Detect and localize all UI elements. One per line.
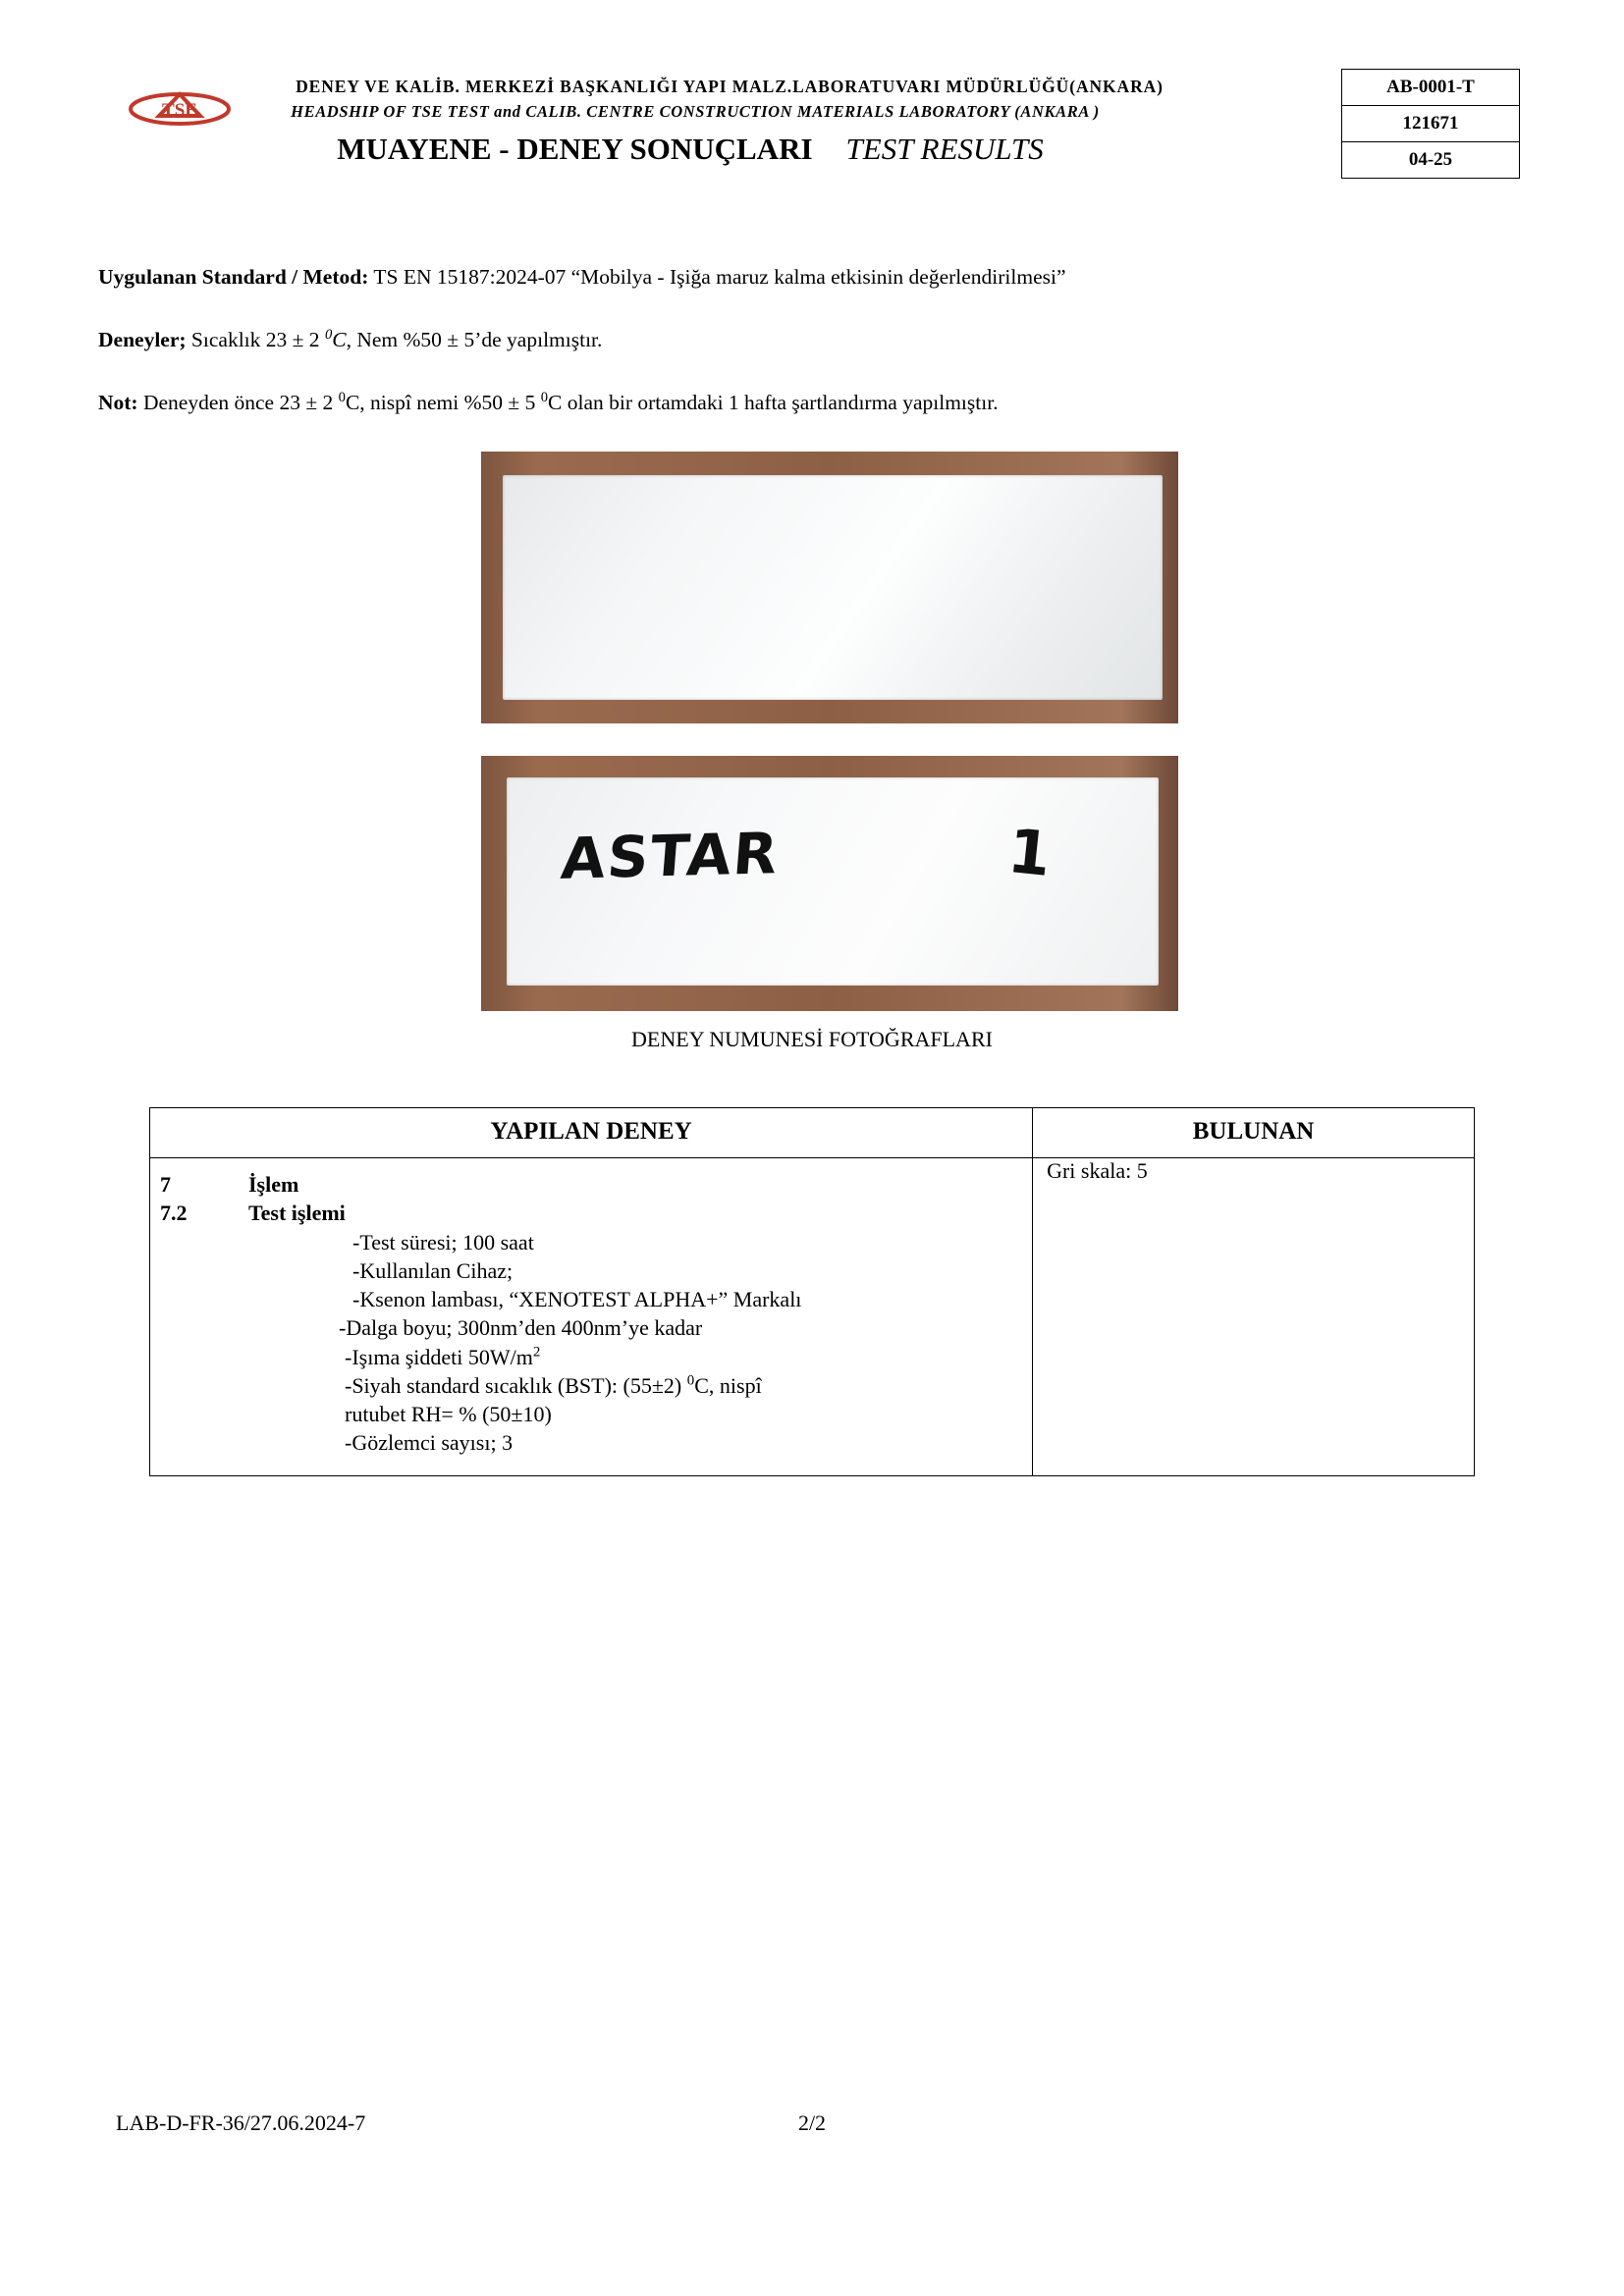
test-result-cell: Gri skala: 5 [1033,1158,1475,1476]
table-header-row [150,1108,1475,1158]
note-text-b: C, nispî nemi %50 ± 5 [345,391,541,414]
applied-standard-value: TS EN 15187:2024-07 “Mobilya - Işiğa maruz kalma etkisinin değerlendirilmesi” [373,265,1066,289]
test-item-bst [160,1371,1022,1400]
sample-photo-2-panel [507,777,1159,986]
doc-code-cell: AB-0001-T [1342,70,1519,106]
page-title-en: TEST RESULTS [845,132,1044,166]
note-text-a: Deneyden önce 23 ± 2 [142,391,339,414]
report-number-cell: 121671 [1342,106,1519,142]
photo-caption: DENEY NUMUNESİ FOTOĞRAFLARI [631,1027,993,1051]
sample-photo-1-panel [503,475,1163,700]
test-conditions-temp: Sıcaklık 23 ± 2 [190,328,325,351]
header-org-line-tr: DENEY VE KALİB. MERKEZİ BAŞKANLIĞI YAPI MALZ.LABORATUVARI MÜDÜRLÜĞÜ(ANKARA) [296,77,1164,96]
test-item-irradiance [160,1343,1022,1371]
applied-standard-label: Uygulanan Standard / Metod: [98,265,369,289]
svg-text:TSE: TSE [162,100,197,121]
applied-standard-paragraph [98,263,1532,292]
sample-label-handwriting: ASTAR [559,820,783,892]
sample-photo-1-frame [481,452,1178,723]
test-conditions-paragraph [98,326,1532,354]
sample-photo-2-frame [481,756,1178,1011]
note-paragraph [98,389,1532,417]
revision-cell: 04-25 [1342,142,1519,179]
header-code-box [1341,69,1520,179]
section-title: İşlem [248,1172,299,1197]
test-item-bst-sup: 0 [686,1372,695,1389]
subsection-title: Test işlemi [248,1201,346,1226]
table-header-result: BULUNAN [1033,1108,1475,1158]
section-heading [160,1170,1022,1199]
note-unit-1: 0 [338,389,346,405]
sample-photo-1 [481,452,1178,723]
test-item-bst-text: -Siyah standard sıcaklık (BST): (55±2) [345,1372,687,1398]
header-left-block [106,77,1245,167]
test-item-duration: -Test süresi; 100 saat [352,1229,534,1255]
header-org-line-en: HEADSHIP OF TSE TEST and CALIB. CENTRE CONSTRUCTION MATERIALS LABORATORY (ANKARA ) [291,102,1100,121]
test-conditions-unit: $^0$C [324,326,347,351]
test-item-irradiance-sup: 2 [532,1344,541,1361]
page-title [106,132,1245,167]
footer-form-code: LAB-D-FR-36/27.06.2024-7 [116,2110,366,2135]
footer-page-number: 2/2 [797,2110,827,2135]
test-item-device: -Kullanılan Cihaz; [352,1257,514,1283]
test-item-bst-tail: C, nispî [694,1372,762,1398]
note-label: Not: [98,391,138,414]
sample-number-handwriting: 1 [1004,814,1055,891]
note-text-c: C olan bir ortamdaki 1 hafta şartlandırma yapılmıştır. [548,391,999,414]
test-description-cell [150,1158,1033,1476]
table-row [150,1158,1475,1476]
test-item-humidity: rutubet RH= % (50±10) [345,1402,552,1426]
subsection-number: 7.2 [160,1201,188,1226]
test-item-lamp: -Ksenon lambası, “XENOTEST ALPHA+” Markalı [352,1287,802,1311]
tse-logo-icon [128,86,232,132]
page-title-tr: MUAYENE - DENEY SONUÇLARI [337,132,813,166]
table-header-test: YAPILAN DENEY [150,1108,1033,1158]
note-unit-2: 0 [540,389,549,405]
test-results-table [149,1107,1475,1476]
section-number: 7 [160,1172,171,1197]
test-item-observers: -Gözlemci sayısı; 3 [345,1430,514,1456]
sample-photo-2 [481,756,1178,1011]
test-item-wavelength: -Dalga boyu; 300nm’den 400nm’ye kadar [339,1315,703,1341]
test-conditions-label: Deneyler; [98,328,187,351]
test-conditions-humidity: , Nem %50 ± 5’de yapılmıştır. [346,328,603,351]
test-item-irradiance-text: -Işıma şiddeti 50W/m [345,1344,533,1369]
subsection-heading [160,1199,1022,1227]
